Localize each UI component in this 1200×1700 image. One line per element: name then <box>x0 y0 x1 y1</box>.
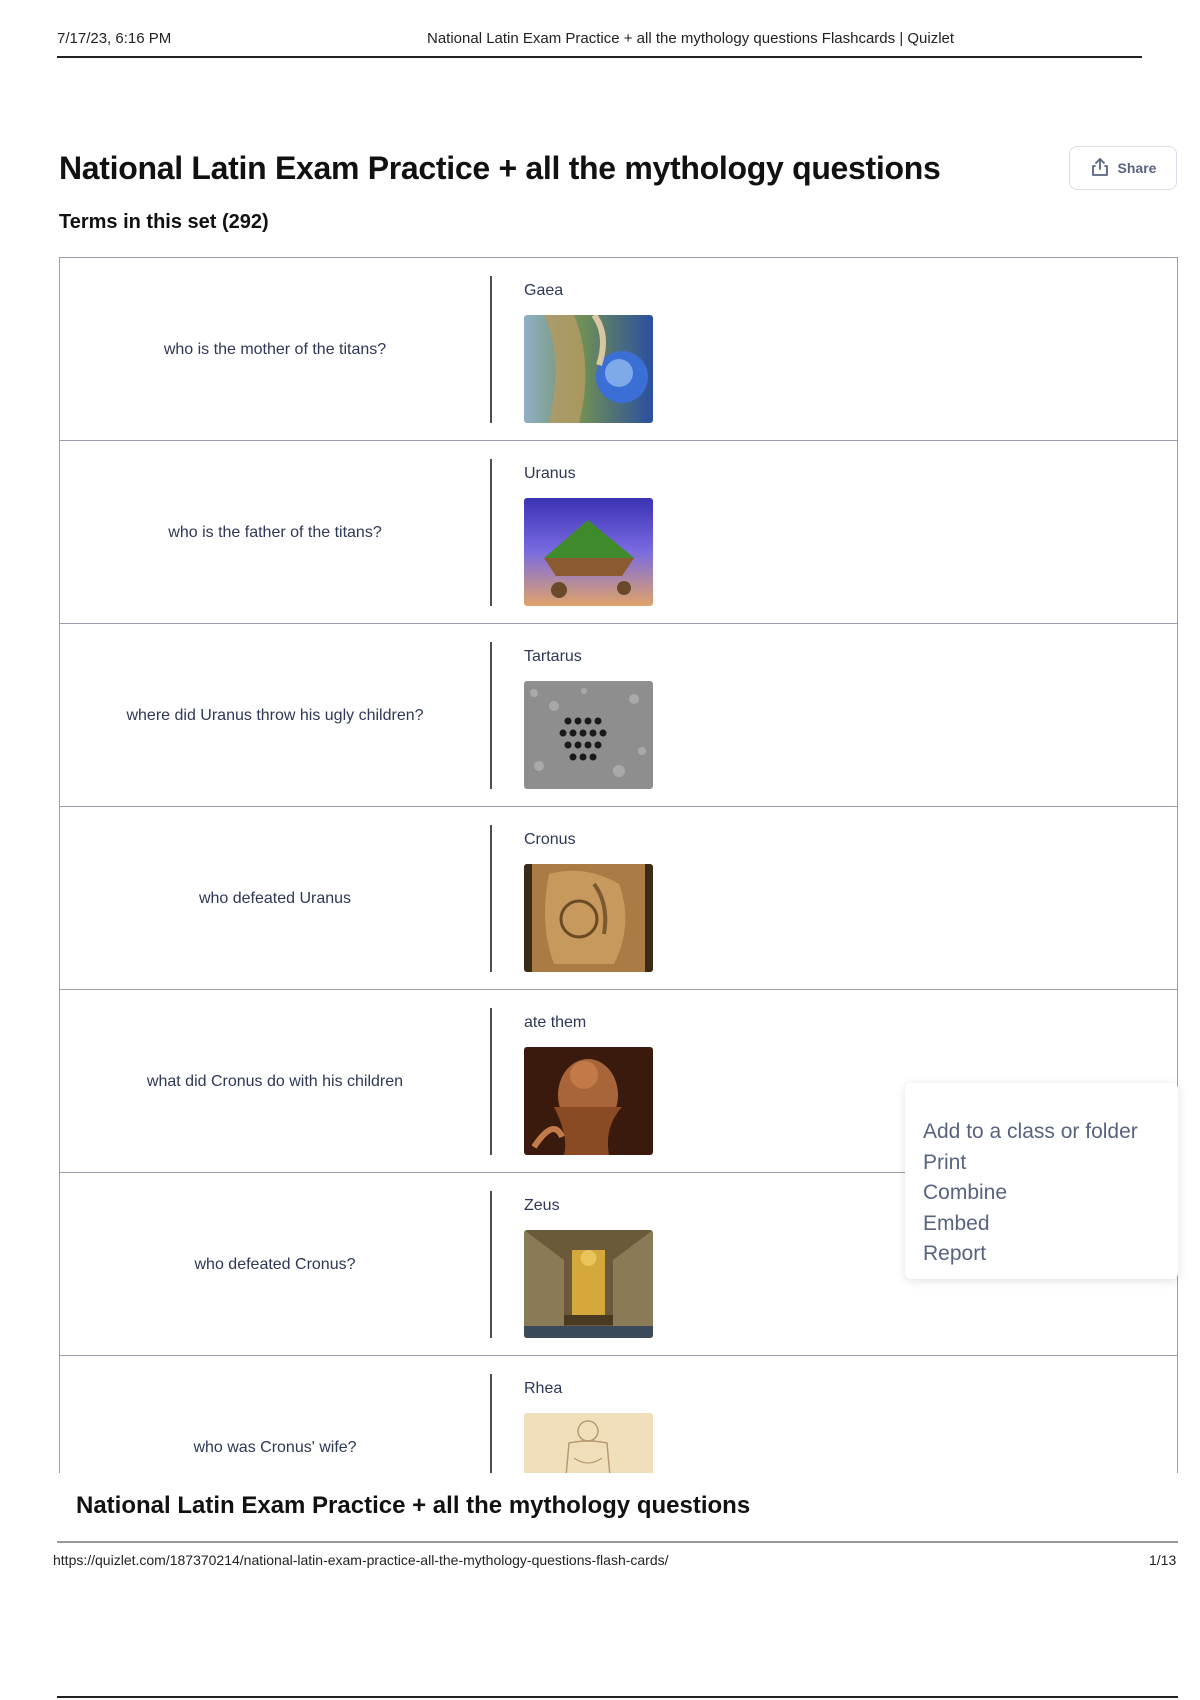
uranus-image <box>524 498 653 606</box>
menu-item-combine[interactable]: Combine <box>923 1181 1008 1204</box>
footer-divider <box>57 1541 1178 1543</box>
term-question: who was Cronus' wife? <box>193 1438 357 1456</box>
term-answer: Cronus <box>524 831 576 848</box>
menu-item-report[interactable]: Report <box>923 1242 987 1265</box>
term-answer: Uranus <box>524 465 576 482</box>
term-answer: Rhea <box>524 1380 563 1397</box>
print-document-title: National Latin Exam Practice + all the mythology questions Flashcards | Quizlet <box>427 30 955 47</box>
tartarus-image <box>524 681 653 789</box>
term-row <box>60 441 1177 624</box>
ate-them-image <box>524 1047 653 1155</box>
term-divider <box>490 642 492 789</box>
term-divider <box>490 1374 492 1473</box>
term-answer: ate them <box>524 1014 587 1031</box>
term-divider <box>490 1191 492 1338</box>
menu-item-print[interactable]: Print <box>923 1150 967 1174</box>
share-label: Share <box>1117 160 1157 176</box>
page-bottom-rule <box>57 1696 1178 1698</box>
print-page-number: 1/13 <box>1149 1552 1177 1568</box>
term-divider <box>490 1008 492 1155</box>
terms-heading: Terms in this set (292) <box>59 211 269 233</box>
term-question: who defeated Uranus <box>198 889 352 907</box>
term-row <box>60 1356 1177 1473</box>
terms-list <box>59 257 1178 1473</box>
print-header <box>57 28 1142 58</box>
print-footer-url: https://quizlet.com/187370214/national-latin-exam-practice-all-the-mythology-questions-flash-cards/ <box>53 1552 669 1568</box>
gaea-image <box>524 315 653 423</box>
term-row <box>60 807 1177 990</box>
cronus-image <box>524 864 653 972</box>
term-divider <box>490 459 492 606</box>
zeus-image <box>524 1230 653 1338</box>
term-row <box>60 624 1177 807</box>
term-divider <box>490 276 492 423</box>
term-question: where did Uranus throw his ugly children? <box>126 706 424 724</box>
term-divider <box>490 825 492 972</box>
term-question: who defeated Cronus? <box>194 1255 356 1273</box>
menu-item-add-to-class-or-folder[interactable]: Add to a class or folder <box>923 1120 1138 1143</box>
term-question: what did Cronus do with his children <box>146 1072 404 1090</box>
term-answer: Tartarus <box>524 648 582 665</box>
share-button[interactable] <box>1069 146 1177 190</box>
term-answer: Zeus <box>524 1197 560 1214</box>
share-icon <box>1090 157 1110 180</box>
rhea-image <box>524 1413 653 1473</box>
menu-item-embed[interactable]: Embed <box>923 1211 990 1235</box>
term-question: who is the father of the titans? <box>168 523 382 541</box>
term-answer: Gaea <box>524 282 564 299</box>
page-title: National Latin Exam Practice + all the mythology questions <box>59 150 941 186</box>
footer-set-title: National Latin Exam Practice + all the mythology questions <box>76 1492 751 1519</box>
print-date: 7/17/23, 6:16 PM <box>57 30 172 47</box>
more-options-menu <box>905 1083 1178 1279</box>
term-row <box>60 258 1177 441</box>
term-question: who is the mother of the titans? <box>163 340 387 358</box>
